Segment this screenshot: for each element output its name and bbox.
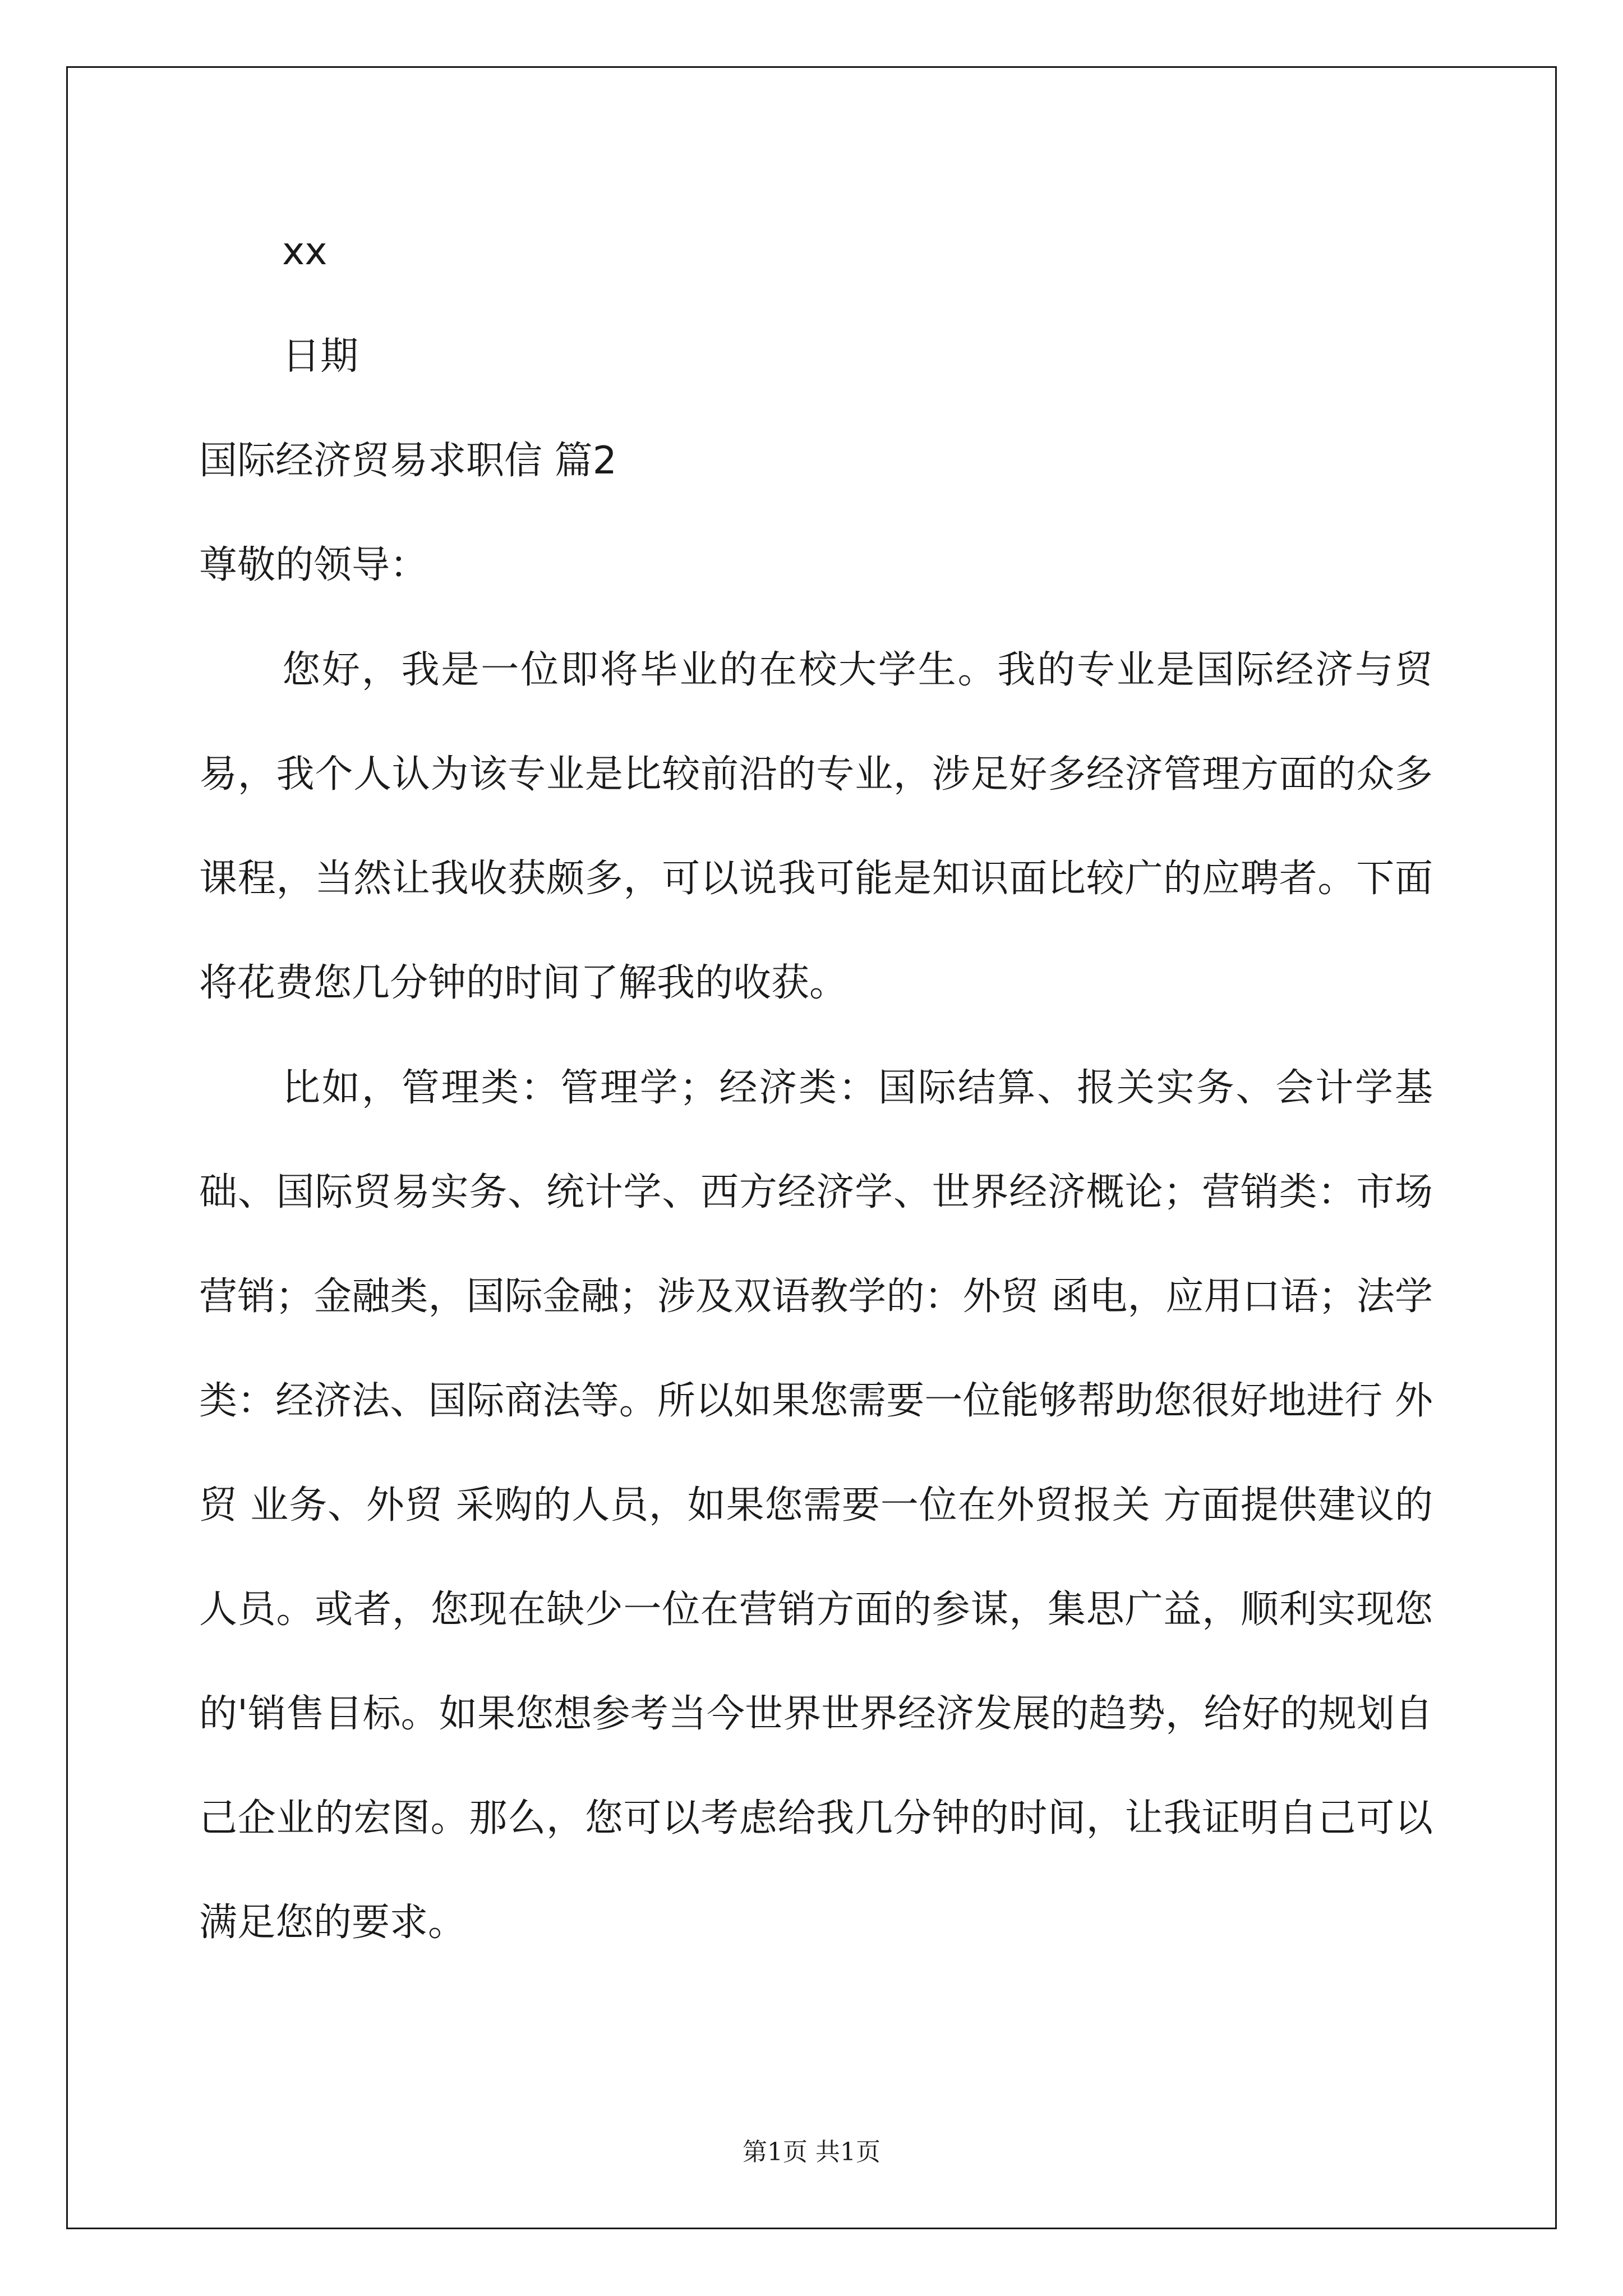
page-footer: 第1页 共1页 xyxy=(743,2138,880,2166)
signature-name: xx xyxy=(282,229,328,274)
signature-date: 日期 xyxy=(282,334,359,379)
paragraph-courses: 比如，管理类：管理学；经济类：国际结算、报关实务、会计学基础、国际贸易实务、统计学、西方经济学、世界经济概论；营销类：市场营销；金融类，国际金融；涉及双语教学的：外贸 函电，应用口语；法学类：经济法、国际商法等。所以如果您需要一位能够帮助您很好地进行 外贸 业务、外贸 采购的人员，如果您需要一位在外贸报关 方面提供建议的人员。或者，您现在缺少一位在营销方面的参谋，集思广益，顺利实现您的'销售目标。如果您想参考当今世界世界经济发展的趋势，给好的规划自己企业的宏图。那么，您可以考虑给我几分钟的时间，让我证明自己可以满足您的要求。 xyxy=(199,1066,1433,1945)
letter-heading: 国际经济贸易求职信 篇2 xyxy=(199,439,617,483)
paragraph-intro: 您好，我是一位即将毕业的在校大学生。我的专业是国际经济与贸易，我个人认为该专业是比较前沿的专业，涉足好多经济管理方面的众多课程，当然让我收获颇多，可以说我可能是知识面比较广的应聘者。下面将花费您几分钟的时间了解我的收获。 xyxy=(199,648,1433,1005)
salutation: 尊敬的领导： xyxy=(199,543,428,587)
